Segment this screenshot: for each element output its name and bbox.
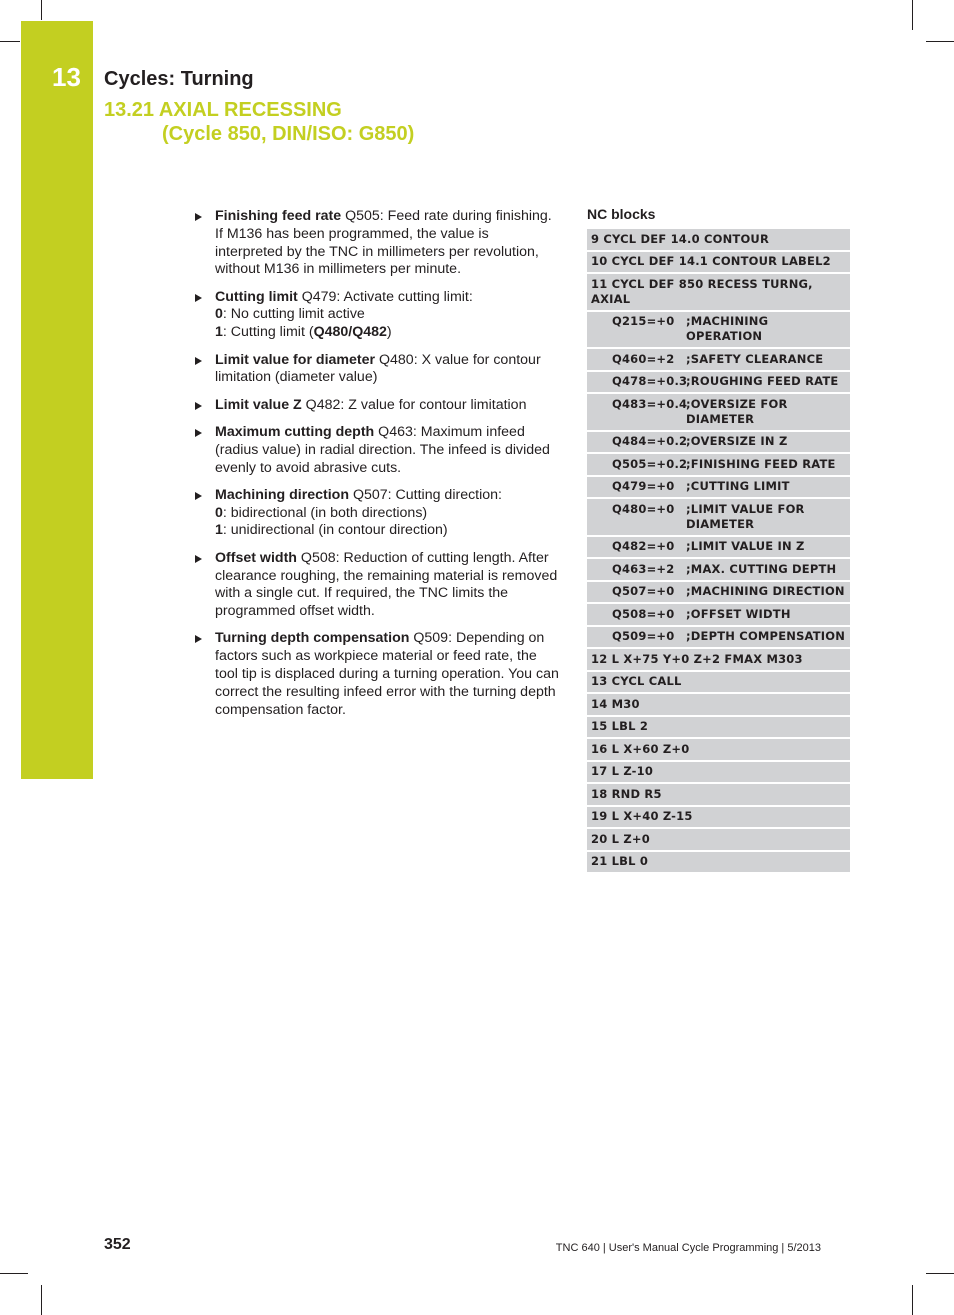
chapter-tab-bar: [21, 21, 93, 779]
param-name: Finishing feed rate: [215, 208, 342, 224]
param-desc: Q480: X value for contour limitation (diameter value): [215, 351, 541, 386]
nc-block-row: 11 CYCL DEF 850 RECESS TURNG, AXIAL: [587, 274, 850, 312]
nc-param-comment: ;ROUGHING FEED RATE: [686, 374, 839, 388]
option-ref: Q480/Q482: [313, 324, 387, 341]
param-name: Turning depth compensation: [215, 630, 410, 647]
param-desc: Q507: Cutting direction:: [349, 486, 502, 503]
nc-block-row: 19 L X+40 Z-15: [587, 807, 850, 830]
nc-param-comment: ;LIMIT VALUE IN Z: [686, 539, 805, 553]
nc-param-value: Q505=+0.2: [612, 456, 688, 471]
option-text: : unidirectional (in contour direction): [222, 522, 448, 539]
nc-param-comment: ;MACHINING OPERATION: [686, 314, 769, 343]
parameter-list: [195, 208, 560, 729]
section-title-line1: 13.21 AXIAL RECESSING: [104, 99, 342, 121]
nc-param-comment: ;MACHINING DIRECTION: [686, 584, 845, 598]
param-item: [195, 424, 560, 477]
param-desc: Q505: Feed rate during finishing. If M136 has been programmed, the value is interpreted by the TNC in millimeters per revolution, without M136 in millimeters per minute.: [215, 208, 552, 278]
option-key: 0: [215, 504, 223, 521]
nc-param-row: [587, 559, 850, 582]
section-title: [104, 98, 414, 146]
param-item: [195, 487, 560, 540]
nc-param-row: [587, 537, 850, 560]
crop-mark: [926, 1273, 954, 1274]
param-item: [195, 397, 560, 415]
nc-param-row: [587, 349, 850, 372]
crop-mark: [41, 0, 42, 20]
nc-block-row: 15 LBL 2: [587, 717, 850, 740]
nc-param-value: Q508=+0: [612, 606, 675, 621]
param-name: Offset width: [215, 549, 297, 566]
nc-param-comment: ;MAX. CUTTING DEPTH: [686, 561, 837, 576]
option-key: 1: [215, 522, 223, 539]
crop-mark: [912, 1285, 913, 1315]
nc-param-value: Q463=+2: [612, 561, 675, 576]
param-name: Maximum cutting depth: [215, 423, 375, 440]
nc-param-row: [587, 604, 850, 627]
nc-param-comment: ;LIMIT VALUE FOR DIAMETER: [686, 501, 805, 531]
nc-param-row: [587, 582, 850, 605]
param-item: [195, 352, 560, 388]
nc-param-row: [587, 499, 850, 537]
nc-param-value: Q509=+0: [612, 629, 675, 643]
param-item: [195, 630, 560, 719]
nc-param-comment: ;OVERSIZE FOR DIAMETER: [686, 396, 788, 426]
nc-param-value: Q507=+0: [612, 584, 675, 598]
nc-block-row: 16 L X+60 Z+0: [587, 739, 850, 762]
section-title-line2: (Cycle 850, DIN/ISO: G850): [162, 123, 415, 145]
bullet-triangle-icon: [195, 555, 202, 563]
nc-block-row: 21 LBL 0: [587, 852, 850, 875]
nc-param-value: Q484=+0.2: [612, 434, 688, 448]
nc-param-comment: ;SAFETY CLEARANCE: [686, 351, 824, 366]
crop-mark: [912, 0, 913, 30]
nc-param-row: [587, 627, 850, 650]
param-name: Limit value Z: [215, 396, 302, 413]
nc-param-row: [587, 394, 850, 432]
param-option: [215, 505, 560, 523]
nc-param-row: [587, 432, 850, 455]
crop-mark: [0, 41, 20, 42]
nc-param-row: [587, 312, 850, 350]
page-number: 352: [104, 1236, 131, 1253]
bullet-triangle-icon: [195, 357, 202, 365]
option-key: 0: [215, 306, 223, 323]
nc-param-value: Q479=+0: [612, 479, 675, 493]
nc-param-row: [587, 372, 850, 395]
nc-param-value: Q460=+2: [612, 351, 675, 366]
nc-param-comment: ;CUTTING LIMIT: [686, 479, 790, 493]
param-desc: Q482: Z value for contour limitation: [301, 396, 527, 413]
nc-param-row: [587, 477, 850, 500]
nc-block-row: 10 CYCL DEF 14.1 CONTOUR LABEL2: [587, 252, 850, 275]
nc-param-comment: ;OFFSET WIDTH: [686, 606, 791, 621]
param-option: [215, 306, 560, 324]
option-text: : No cutting limit active: [222, 306, 365, 323]
nc-block-row: 20 L Z+0: [587, 829, 850, 852]
bullet-triangle-icon: [195, 213, 202, 221]
bullet-triangle-icon: [195, 635, 202, 643]
param-desc: Q479: Activate cutting limit:: [297, 288, 473, 305]
crop-mark: [926, 41, 954, 42]
bullet-triangle-icon: [195, 429, 202, 437]
option-key: 1: [215, 324, 223, 341]
nc-param-value: Q482=+0: [612, 539, 675, 553]
nc-block-row: 13 CYCL CALL: [587, 672, 850, 695]
nc-param-value: Q483=+0.4: [612, 396, 688, 411]
crop-mark: [0, 1273, 28, 1274]
param-desc: Q463: Maximum infeed (radius value) in radial direction. The infeed is divided evenly to avoid abrasive cuts.: [215, 423, 550, 476]
param-name: Cutting limit: [215, 288, 298, 305]
nc-param-row: [587, 454, 850, 477]
bullet-triangle-icon: [195, 294, 202, 302]
nc-block-row: 17 L Z-10: [587, 762, 850, 785]
nc-param-comment: ;FINISHING FEED RATE: [686, 456, 836, 471]
param-item: [195, 208, 560, 279]
chapter-title: Cycles: Turning: [104, 68, 254, 90]
param-option: [215, 522, 560, 540]
param-item: [195, 289, 560, 342]
bullet-triangle-icon: [195, 402, 202, 410]
option-text: : bidirectional (in both directions): [222, 504, 428, 521]
param-name: Machining direction: [215, 486, 349, 503]
footer-text: TNC 640 | User's Manual Cycle Programming | 5/2013: [555, 1242, 821, 1254]
nc-blocks-table: [587, 229, 850, 874]
nc-block-row: 9 CYCL DEF 14.0 CONTOUR: [587, 229, 850, 252]
option-text: ): [386, 324, 392, 341]
chapter-number: 13: [52, 62, 81, 92]
nc-param-value: Q480=+0: [612, 501, 675, 516]
param-desc: Q508: Reduction of cutting length. After clearance roughing, the remaining material is removed with a single cut. If required, the TNC limits the programmed offset width.: [215, 549, 558, 620]
nc-param-comment: ;OVERSIZE IN Z: [686, 434, 788, 448]
nc-blocks-heading: NC blocks: [587, 206, 656, 222]
param-option: [215, 324, 560, 342]
nc-param-value: Q478=+0.3: [612, 374, 688, 388]
param-desc: Q509: Depending on factors such as workpiece material or feed rate, the tool tip is displaced during a turning operation. You can correct the resulting infeed error with the turning depth compensation factor.: [215, 630, 559, 718]
bullet-triangle-icon: [195, 492, 202, 500]
nc-block-row: 14 M30: [587, 694, 850, 717]
nc-block-row: 18 RND R5: [587, 784, 850, 807]
option-text: : Cutting limit (: [222, 324, 314, 341]
crop-mark: [41, 1285, 42, 1315]
nc-param-comment: ;DEPTH COMPENSATION: [686, 629, 846, 643]
nc-block-row: 12 L X+75 Y+0 Z+2 FMAX M303: [587, 649, 850, 672]
param-item: [195, 550, 560, 621]
param-name: Limit value for diameter: [215, 351, 376, 368]
nc-param-value: Q215=+0: [612, 314, 675, 328]
